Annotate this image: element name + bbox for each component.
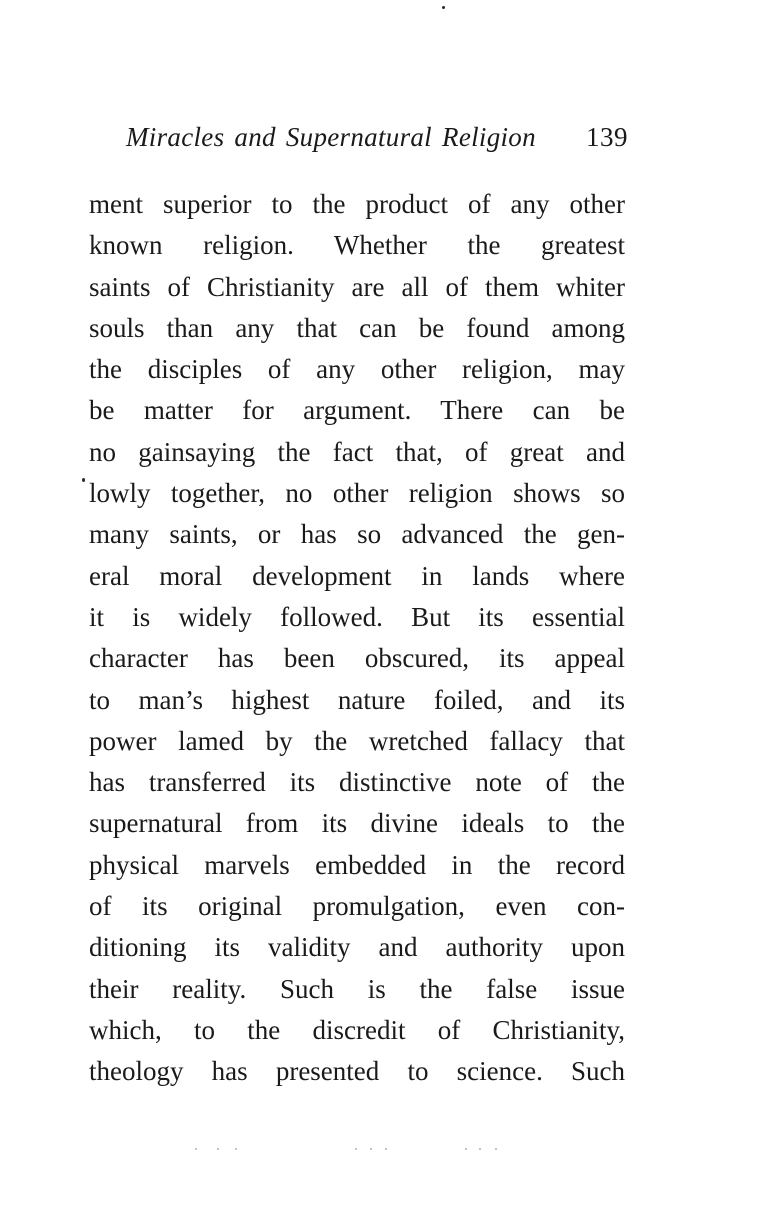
text-line: souls than any that can be found among	[89, 312, 625, 343]
text-line: the disciples of any other religion, may	[89, 354, 625, 385]
body-text	[89, 184, 625, 1093]
running-title: Miracles and Supernatural Religion	[126, 122, 536, 152]
text-line: to man’s highest nature foiled, and its	[89, 684, 625, 715]
text-line: known religion. Whether the greatest	[89, 230, 625, 261]
text-line: their reality. Such is the false issue	[89, 973, 625, 1004]
text-line: no gainsaying the fact that, of great and	[89, 436, 625, 467]
text-line: physical marvels embedded in the record	[89, 849, 625, 880]
text-line: of its original promulgation, even con-	[89, 891, 625, 922]
ink-speck	[82, 478, 85, 482]
text-line: saints of Christianity are all of them whiter	[89, 271, 625, 302]
text-line: lowly together, no other religion shows so	[89, 478, 625, 509]
text-line: theology has presented to science. Such	[89, 1056, 625, 1087]
text-line: character has been obscured, its appeal	[89, 643, 625, 674]
text-line: which, to the discredit of Christianity,	[89, 1014, 625, 1045]
text-line: has transferred its distinctive note of the	[89, 767, 625, 798]
text-line: many saints, or has so advanced the gen-	[89, 519, 625, 550]
text-line: ment superior to the product of any other	[89, 189, 625, 219]
page-number: 139	[586, 122, 628, 152]
text-line: eral moral development in lands where	[89, 560, 625, 591]
text-line: it is widely followed. But its essential	[89, 601, 625, 632]
scan-artifact-dots	[195, 1148, 515, 1154]
text-line: supernatural from its divine ideals to the	[89, 808, 625, 839]
running-head	[126, 122, 628, 162]
text-line: power lamed by the wretched fallacy that	[89, 725, 625, 756]
text-line: ditioning its validity and authority upon	[89, 932, 625, 963]
ink-speck	[442, 6, 445, 9]
text-line: be matter for argument. There can be	[89, 395, 625, 426]
